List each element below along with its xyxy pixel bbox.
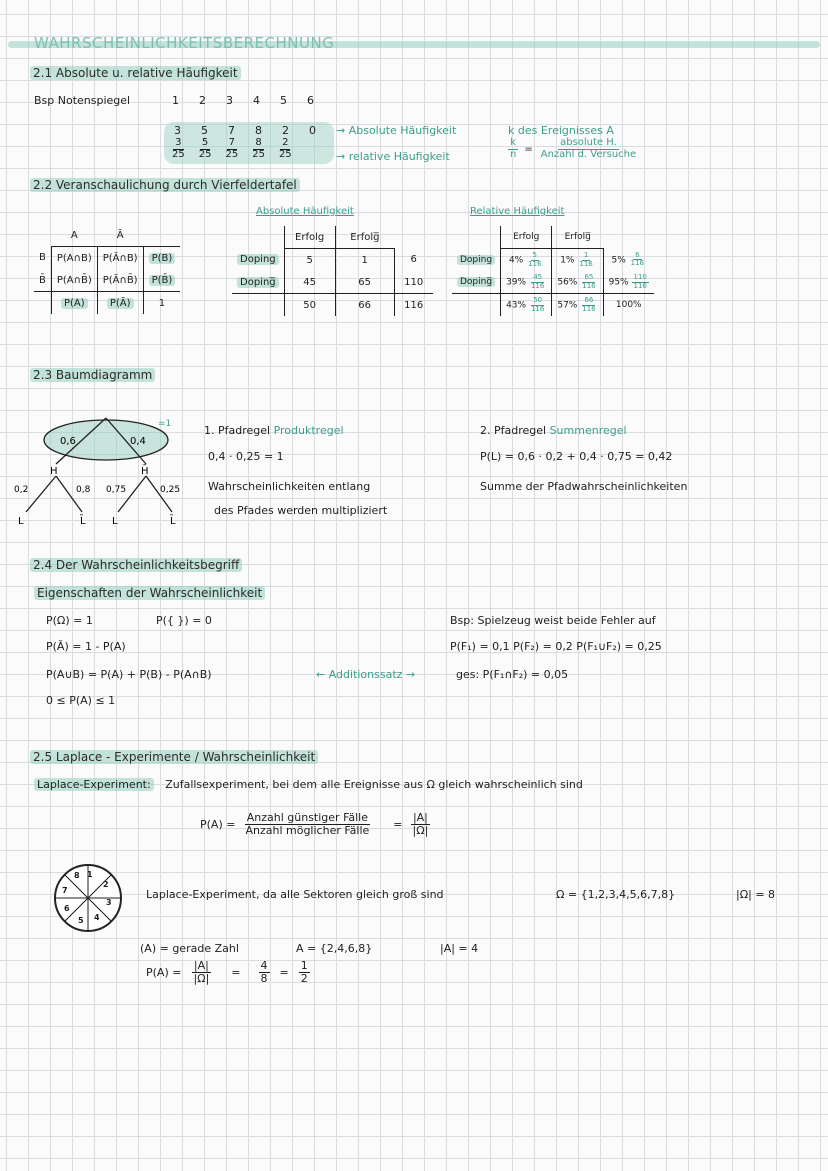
table-cell: P(A∩B̄)	[51, 269, 97, 292]
table-cell: 5% $\frac{6}{116}$	[603, 249, 654, 272]
row-header: Doping	[232, 249, 284, 272]
grade: 2	[199, 94, 206, 107]
relative-four-field-table	[452, 226, 654, 316]
table-cell: 50	[284, 294, 335, 317]
additionssatz-label: ← Additionssatz →	[316, 668, 416, 681]
table-cell: 1	[335, 249, 394, 272]
general-four-field-table	[34, 224, 180, 314]
table-cell: P(Ā)	[97, 292, 143, 315]
absolute-four-field-table	[232, 226, 433, 316]
table-cell: P(A)	[51, 292, 97, 315]
rule1-title: 1. Pfadregel	[204, 424, 271, 437]
p-omega: P(Ω) = 1	[46, 614, 93, 627]
tree-prob-label: 0,4	[130, 436, 146, 447]
rule2-heading	[480, 424, 627, 437]
abs-value: 7	[228, 124, 235, 137]
rel-fraction: $\frac{8}{25}$	[252, 137, 265, 160]
laplace-calculation: P(A) = $\frac{|A|}{|\Omega|}$ = $\frac{4}{8}$ = $\frac{1}{2}$	[146, 959, 308, 985]
table-cell: 95% $\frac{110}{116}$	[603, 271, 654, 294]
rule1-text-1: Wahrscheinlichkeiten entlang	[208, 480, 371, 493]
p-empty: P({ }) = 0	[156, 614, 212, 627]
tree-prob-label: 0,8	[76, 485, 91, 495]
table-cell: 43% $\frac{50}{116}$	[501, 294, 552, 317]
table-cell: 4% $\frac{5}{116}$	[501, 249, 552, 272]
laplace-wheel-icon: 1 2 3 4 5 6 7 8	[54, 864, 122, 932]
table-cell: P(B̄)	[143, 269, 180, 292]
col-header: Erfolg	[284, 226, 335, 249]
rel-fraction: $\frac{2}{25}$	[278, 137, 292, 160]
tree-leaf-label: L	[18, 516, 24, 527]
heading-2-2: 2.2 Veranschaulichung durch Vierfeldertafel	[30, 178, 300, 192]
abs-value: 8	[255, 124, 262, 137]
tree-branch	[26, 476, 56, 512]
table-cell: 1% $\frac{1}{116}$	[552, 249, 603, 272]
col-header: A	[51, 224, 97, 247]
omega-size: |Ω| = 8	[736, 888, 776, 901]
abs-value: 3	[174, 124, 181, 137]
table-cell: 39% $\frac{45}{116}$	[501, 271, 552, 294]
row-header: B	[39, 252, 46, 264]
bsp-ges: ges: P(F₁∩F₂) = 0,05	[456, 668, 569, 681]
table-cell: 66	[335, 294, 394, 317]
table-cell: P(Ā∩B)	[97, 247, 143, 270]
bsp-text: Bsp: Spielzeug weist beide Fehler auf	[450, 614, 656, 627]
col-header: Erfolg̅	[552, 226, 603, 249]
grade: 4	[253, 94, 260, 107]
tree-prob-label: 0,25	[160, 485, 181, 495]
tree-leaf-label: L	[112, 516, 118, 527]
rule2-name: Summenregel	[549, 424, 627, 437]
abs-value: 0	[309, 124, 316, 137]
rel-fraction: $\frac{7}{25}$	[225, 137, 239, 160]
subheading-2-4: Eigenschaften der Wahrscheinlichkeit	[34, 586, 265, 600]
event-size: |A| = 4	[440, 942, 479, 955]
tree-node-label: H	[50, 466, 58, 477]
rule2-formula: P(L) = 0,6 · 0,2 + 0,4 · 0,75 = 0,42	[480, 450, 673, 463]
rule2-text: Summe der Pfadwahrscheinlichkeiten	[480, 480, 688, 493]
heading-2-3: 2.3 Baumdiagramm	[30, 368, 155, 382]
rel-values-row	[170, 138, 294, 160]
row-header: Doping̅	[452, 271, 501, 294]
col-header: Erfolg̅	[335, 226, 394, 249]
col-header: Ā	[97, 224, 143, 247]
event-set: A = {2,4,6,8}	[296, 942, 373, 955]
p-union: P(A∪B) = P(A) + P(B) - P(A∩B)	[46, 668, 212, 681]
relative-table-title: Relative Häufigkeit	[470, 206, 565, 217]
heading-2-5: 2.5 Laplace - Experimente / Wahrscheinlichkeit	[30, 750, 318, 764]
table-cell: 6	[394, 249, 433, 272]
rule1-formula: 0,4 · 0,25 = 1	[208, 450, 284, 463]
table-cell: P(B)	[143, 247, 180, 270]
rule1-heading	[204, 424, 344, 437]
rel-fraction: $\frac{5}{25}$	[198, 137, 212, 160]
col-header: Erfolg	[501, 226, 552, 249]
laplace-formula: P(A) = $\frac{\text{Anzahl günstiger Fälle}}{\text{Anzahl möglicher Fälle}}$ = $\frac{|A|}{|\Omega|}$	[200, 811, 429, 837]
table-cell: 1	[143, 292, 180, 315]
table-cell: 110	[394, 271, 433, 294]
table-cell: 56% $\frac{65}{116}$	[552, 271, 603, 294]
k-label: k des Ereignisses A	[508, 124, 614, 137]
row-header: Doping̅	[232, 271, 284, 294]
grade: 5	[280, 94, 287, 107]
tree-prob-label: 0,2	[14, 485, 29, 495]
k-over-n-formula: $\frac{k}{n}$ = $\frac{\text{absolute H.}}{\text{Anzahl d. Versuche}}$	[510, 137, 637, 160]
laplace-definition-label: Laplace-Experiment:	[34, 778, 154, 791]
absolute-table-title: Absolute Häufigkeit	[256, 206, 354, 217]
table-cell: 5	[284, 249, 335, 272]
omega-set: Ω = {1,2,3,4,5,6,7,8}	[556, 888, 676, 901]
table-cell: P(A∩B)	[51, 247, 97, 270]
rel-label: → relative Häufigkeit	[336, 150, 450, 163]
table-cell: 65	[335, 271, 394, 294]
table-cell: 100%	[603, 294, 654, 317]
laplace-definition-text: Zufallsexperiment, bei dem alle Ereignisse aus Ω gleich wahrscheinlich sind	[165, 778, 583, 791]
rule1-text-2: des Pfades werden multipliziert	[214, 504, 388, 517]
rule1-name: Produktregel	[273, 424, 344, 437]
tree-leaf-label: L̄	[170, 516, 176, 527]
grade: 1	[172, 94, 179, 107]
pie-text: Laplace-Experiment, da alle Sektoren gleich groß sind	[146, 888, 444, 901]
p-range: 0 ≤ P(A) ≤ 1	[46, 694, 116, 707]
tree-node-label: H̄	[141, 466, 149, 477]
table-cell: 116	[394, 294, 433, 317]
tree-sum-label: =1	[158, 419, 172, 429]
row-header: B̄	[34, 269, 51, 292]
p-complement: P(Ā) = 1 - P(A)	[46, 640, 126, 653]
table-cell: 57% $\frac{66}{116}$	[552, 294, 603, 317]
table-cell: P(Ā∩B̄)	[97, 269, 143, 292]
tree-leaf-label: L̄	[80, 516, 86, 527]
laplace-definition	[34, 778, 583, 791]
rel-fraction: $\frac{3}{25}$	[172, 137, 185, 160]
heading-2-1: 2.1 Absolute u. relative Häufigkeit	[30, 66, 241, 80]
page-title: WAHRSCHEINLICHKEITSBERECHNUNG	[34, 34, 335, 52]
row-header: Doping	[452, 249, 501, 272]
bsp-values: P(F₁) = 0,1 P(F₂) = 0,2 P(F₁∪F₂) = 0,25	[450, 640, 662, 653]
tree-diagram	[10, 410, 200, 530]
grades-row	[172, 94, 314, 107]
bsp-label: Bsp Notenspiegel	[34, 94, 131, 107]
abs-value: 2	[282, 124, 289, 137]
rule2-title: 2. Pfadregel	[480, 424, 547, 437]
grade: 6	[307, 94, 314, 107]
tree-prob-label: 0,75	[106, 485, 127, 495]
abs-label: → Absolute Häufigkeit	[336, 124, 457, 137]
abs-value: 5	[201, 124, 208, 137]
grade: 3	[226, 94, 233, 107]
tree-prob-label: 0,6	[60, 436, 76, 447]
abs-values-row	[174, 124, 316, 137]
event-definition: (A) = gerade Zahl	[140, 942, 239, 955]
table-cell: 45	[284, 271, 335, 294]
heading-2-4: 2.4 Der Wahrscheinlichkeitsbegriff	[30, 558, 242, 572]
